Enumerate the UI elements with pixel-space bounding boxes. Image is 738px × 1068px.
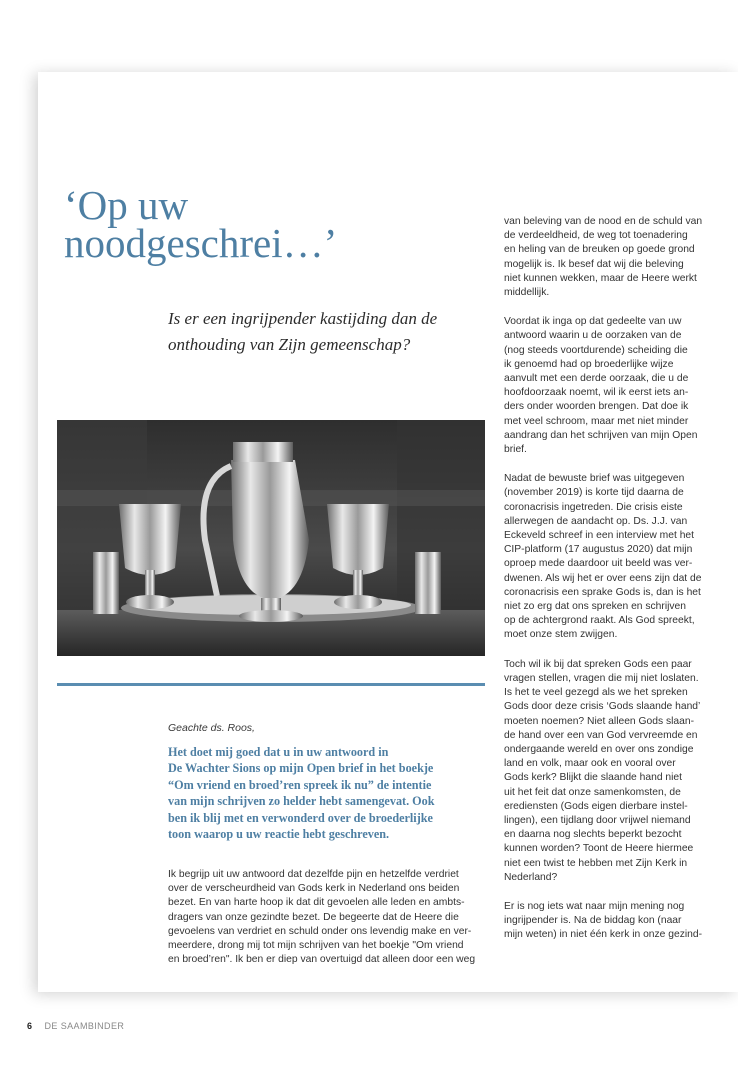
body-line: vragen stellen, vragen die mij niet loslaten.: [504, 672, 699, 684]
salutation: Geachte ds. Roos,: [168, 722, 255, 734]
left-column-body: [168, 868, 488, 982]
body-line: Ik begrijp uit uw antwoord dat dezelfde pijn en hetzelfde verdriet: [168, 869, 459, 880]
body-line: mogelijk is. Ik besef dat wij die beleving: [504, 258, 684, 270]
body-line: ondergaande wereld en over ons zondige: [504, 743, 694, 755]
right-column-body: [504, 215, 714, 958]
lead-line: Is er een ingrijpender kastijding dan de: [168, 309, 438, 328]
body-line: en daarna nog slechts beperkt bezocht: [504, 829, 682, 841]
intro-line: ben ik blij met en verwonderd over de broederlijke: [168, 810, 433, 825]
body-line: niet zo erg dat ons spreken en schrijven: [504, 601, 687, 613]
body-line: Gods kerk? Blijkt die slaande hand niet: [504, 772, 683, 784]
body-line: (november 2019) is korte tijd daarna de: [504, 487, 684, 499]
body-line: oproep mede daardoor uit beeld was ver-: [504, 558, 693, 570]
body-line: aandrang dan het schrijven van mijn Open: [504, 429, 698, 441]
body-line: gevoelens van verdriet en schuld onder ons levendig make en ver-: [168, 925, 472, 937]
body-line: coronacrisis een sprake Gods is, dan is het: [504, 586, 701, 598]
section-divider: [57, 683, 485, 686]
intro-line: De Wachter Sions op mijn Open brief in het boekje: [168, 761, 434, 776]
body-line: dwenen. Als wij het er over eens zijn dat de: [504, 572, 702, 584]
lead-line: onthouding van Zijn gemeenschap?: [168, 335, 411, 354]
body-line: de verdeeldheid, de weg tot toenadering: [504, 230, 688, 242]
body-line: Voordat ik inga op dat gedeelte van uw: [504, 316, 682, 328]
title-line: ‘Op uw: [64, 182, 189, 228]
body-line: mijn weten) in niet één kerk in onze gezind-: [504, 929, 703, 941]
body-line: uit het feit dat onze samenkomsten, de: [504, 786, 681, 798]
intro-line: “Om vriend en broed’ren spreek ik nu” de intentie: [168, 777, 432, 792]
body-line: ingrijpender is. Na de biddag kon (naar: [504, 915, 682, 927]
body-line: hoofdoorzaak noemt, wil ik eerst iets an-: [504, 387, 689, 399]
body-line: land en volk, maar ook en vooral over: [504, 758, 676, 770]
body-line: ders onder woorden brengen. Dat doe ik: [504, 401, 689, 413]
article-title: [64, 182, 338, 266]
body-line: op de achtergrond raakt. Als God spreekt,: [504, 615, 695, 627]
body-paragraph: [504, 658, 714, 885]
body-line: moeten noemen? Niet alleen Gods slaan-: [504, 715, 695, 727]
body-line: over de verscheurdheid van Gods kerk in Nederland ons beiden: [168, 883, 460, 895]
body-paragraph: [504, 472, 714, 642]
intro-paragraph: [168, 744, 484, 842]
intro-line: Het doet mij goed dat u in uw antwoord in: [168, 745, 389, 759]
body-line: antwoord waarin u de oorzaken van de: [504, 330, 682, 342]
body-line: en heling van de breuken op goede grond: [504, 244, 695, 256]
silver-communion-set-image: [57, 420, 485, 656]
body-line: de hand over een van God vervreemde en: [504, 729, 698, 741]
body-line: en broed’ren". Ik ben er diep van overtuigd dat alleen door een weg: [168, 954, 476, 966]
body-line: brief.: [504, 444, 527, 456]
body-line: kunnen worden? Toont de Heere hiermee: [504, 843, 694, 855]
page-footer: [27, 1021, 124, 1031]
body-line: erediensten (Gods eigen dierbare instel-: [504, 800, 688, 812]
body-line: bezet. En van harte hoop ik dat dit gevoelen alle leden en ambts-: [168, 897, 465, 909]
body-line: van beleving van de nood en de schuld van: [504, 216, 703, 227]
body-line: Eckeveld schreef in een interview met het: [504, 530, 695, 542]
body-line: (nog steeds voortdurende) scheiding die: [504, 344, 688, 356]
body-line: niet een twist te hebben met Zijn Kerk in: [504, 857, 688, 869]
body-paragraph: [504, 215, 714, 300]
title-line: noodgeschrei…’: [64, 220, 338, 266]
body-line: met veel schroom, maar met niet minder: [504, 415, 689, 427]
body-line: niet kunnen wekken, maar de Heere werkt: [504, 272, 697, 284]
body-line: coronacrisis ingetreden. Die crisis eiste: [504, 501, 683, 513]
body-line: CIP-platform (17 augustus 2020) dat mijn: [504, 544, 693, 556]
body-line: ik genoemd had op broederlijke wijze: [504, 358, 674, 370]
intro-line: van mijn schrijven zo helder hebt samengevat. Ook: [168, 794, 435, 809]
body-line: Nederland?: [504, 871, 558, 883]
article-photo: [57, 420, 485, 656]
body-line: Er is nog iets wat naar mijn mening nog: [504, 900, 685, 912]
article-lead: [168, 306, 488, 358]
body-paragraph: [504, 900, 714, 943]
body-paragraph: [168, 868, 488, 967]
body-paragraph: [504, 315, 714, 457]
body-line: Nadat de bewuste brief was uitgegeven: [504, 473, 685, 485]
body-line: dragers van onze gezindte bezet. De begeerte dat de Heere die: [168, 911, 459, 923]
body-line: moet onze stem zwijgen.: [504, 629, 618, 641]
body-line: Gods door deze crisis ‘Gods slaande hand’: [504, 701, 701, 713]
body-line: meerdere, drong mij tot mijn schrijven van het boekje "Om vriend: [168, 940, 464, 952]
body-line: allerwegen de aandacht op. Ds. J.J. van: [504, 515, 688, 527]
magazine-name: DE SAAMBINDER: [44, 1021, 125, 1031]
intro-line: toon waarop u uw reactie hebt geschreven.: [168, 827, 390, 842]
body-line: lingen), een tijdlang door vrijwel niemand: [504, 814, 691, 826]
body-line: Is het te veel gezegd als we het spreken: [504, 687, 688, 699]
body-line: aanvult met een derde oorzaak, die u de: [504, 373, 689, 385]
body-line: middellijk.: [504, 287, 550, 299]
page-number: 6: [27, 1021, 33, 1031]
body-line: Toch wil ik bij dat spreken Gods een paar: [504, 658, 692, 670]
